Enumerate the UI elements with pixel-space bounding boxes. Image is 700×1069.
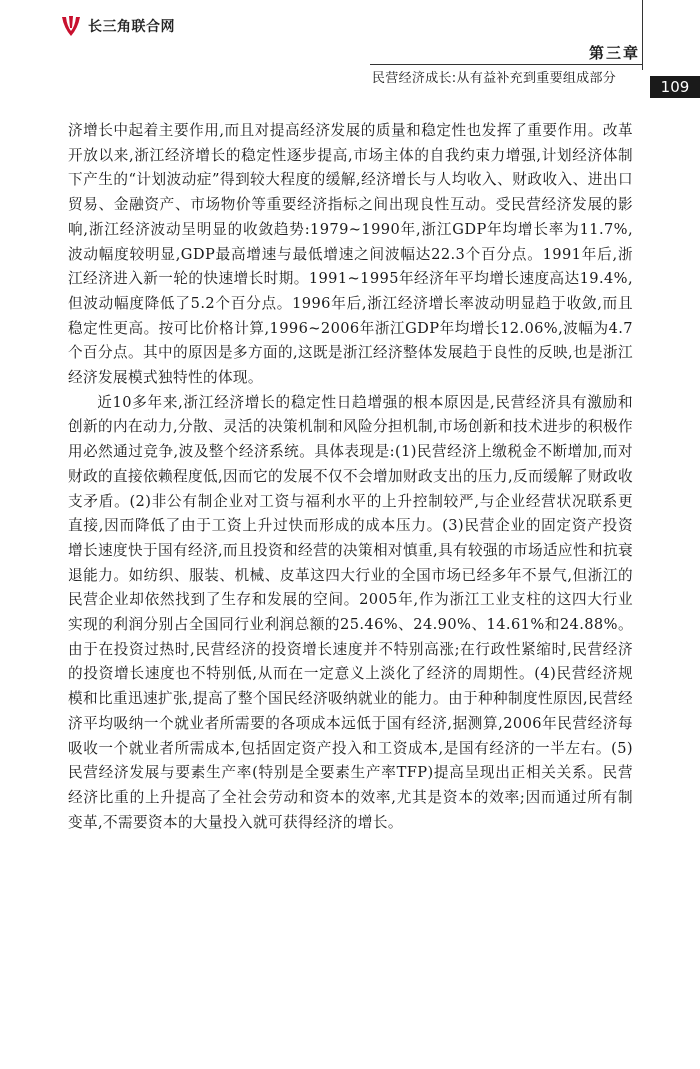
chapter-subtitle: 民营经济成长:从有益补充到重要组成部分 <box>372 71 617 86</box>
paragraph-1: 济增长中起着主要作用,而且对提高经济发展的质量和稳定性也发挥了重要作用。改革开放以来,浙江经济增长的稳定性逐步提高,市场主体的自我约束力增强,计划经济体制下产生的“计划波动症”得到较大程度的缓解,经济增长与人均收入、财政收入、进出口贸易、金融资产、市场物价等重要经济指标之间出现良性互动。受民营经济发展的影响,浙江经济波动呈明显的收敛趋势:1979~1990年,浙江GDP年均增长率为11.7%,波动幅度较明显,GDP最高增速与最低增速之间波幅达22.3个百分点。1991年后,浙江经济进入新一轮的快速增长时期。1991~1995年经济年平均增长速度高达19.4%,但波动幅度降低了5.2个百分点。1996年后,浙江经济增长率波动明显趋于收敛,而且稳定性更高。按可比价格计算,1996~2006年浙江GDP年均增长12.06%,波幅为4.7个百分点。其中的原因是多方面的,这既是浙江经济整体发展趋于良性的反映,也是浙江经济发展模式独特性的体现。 <box>68 122 633 387</box>
site-logo <box>60 14 175 38</box>
main-text <box>68 119 633 835</box>
page-number: 109 <box>650 76 700 98</box>
logo-text: 长三角联合网 <box>88 19 175 35</box>
header-vertical-rule <box>642 0 643 70</box>
paragraph-2: 近10多年来,浙江经济增长的稳定性日趋增强的根本原因是,民营经济具有激励和创新的内在动力,分散、灵活的决策机制和风险分担机制,市场创新和技术进步的积极作用必然通过竞争,波及整个经济系统。具体表现是:(1)民营经济上缴税金不断增加,而对财政的直接依赖程度低,因而它的发展不仅不会增加财政支出的压力,反而缓解了财政收支矛盾。(2)非公有制企业对工资与福利水平的上升控制较严,与企业经营状况联系更直接,因而降低了由于工资上升过快而形成的成本压力。(3)民营企业的固定资产投资增长速度快于国有经济,而且投资和经营的决策相对慎重,具有较强的市场适应性和抗衰退能力。如纺织、服装、机械、皮革这四大行业的全国市场已经多年不景气,但浙江的民营企业却依然找到了生存和发展的空间。2005年,作为浙江工业支柱的这四大行业实现的利润分别占全国同行业利润总额的25.46%、24.90%、14.61%和24.88%。由于在投资过热时,民营经济的投资增长速度并不特别高涨;在行政性紧缩时,民营经济的投资增长速度也不特别低,从而在一定意义上淡化了经济的周期性。(4)民营经济规模和比重迅速扩张,提高了整个国民经济吸纳就业的能力。由于种种制度性原因,民营经济平均吸纳一个就业者所需要的各项成本远低于国有经济,据测算,2006年民营经济每吸收一个就业者所需成本,包括固定资产投入和工资成本,是国有经济的一半左右。(5)民营经济发展与要素生产率(特别是全要素生产率TFP)提高呈现出正相关关系。民营经济比重的上升提高了全社会劳动和资本的效率,尤其是资本的效率;因而通过所有制变革,不需要资本的大量投入就可获得经济的增长。 <box>68 393 633 831</box>
yangtze-delta-logo-icon <box>60 14 82 38</box>
header-horizontal-rule <box>370 64 642 65</box>
chapter-title: 第三章 <box>588 44 640 62</box>
